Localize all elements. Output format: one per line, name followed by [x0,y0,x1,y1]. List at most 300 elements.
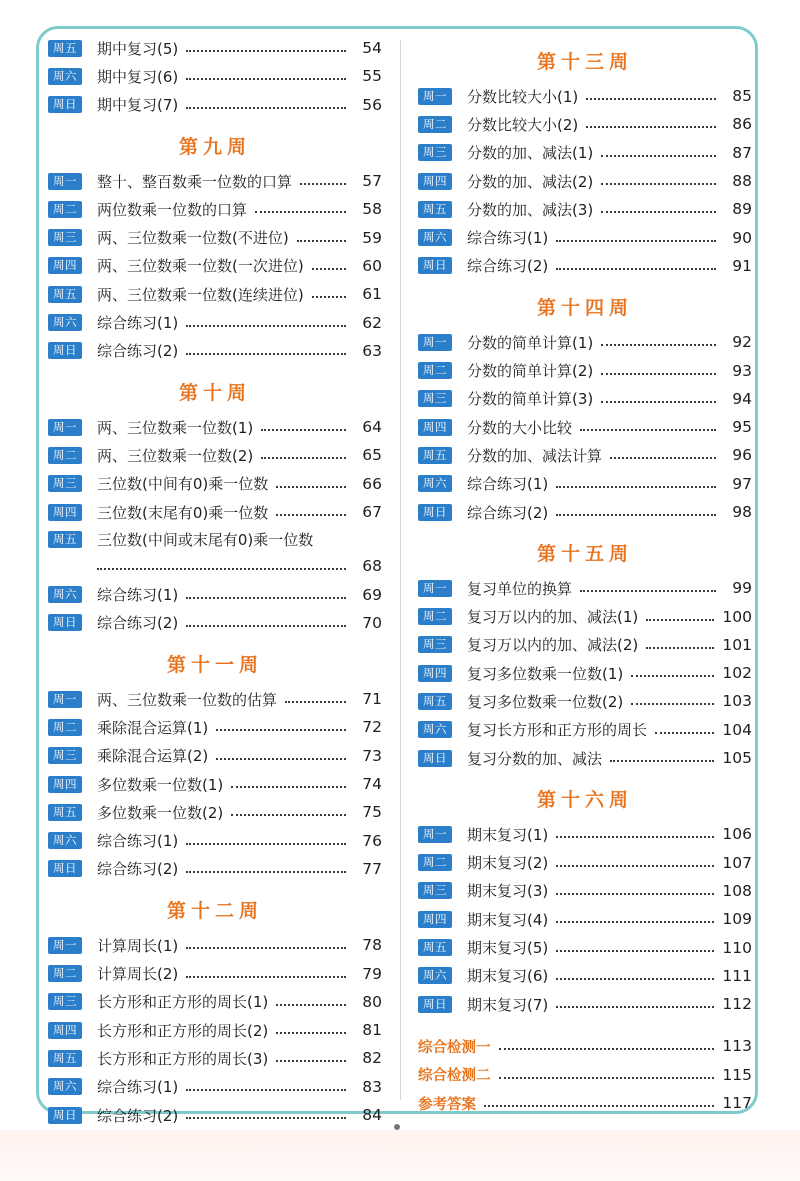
entry-title: 三位数(中间或末尾有0)乘一位数 [97,530,314,549]
dot-leader [601,401,716,403]
day-badge: 周六 [418,967,452,984]
toc-special-entry[interactable] [418,1032,752,1060]
page-number: 89 [732,200,752,219]
dot-leader [231,786,346,788]
page-number: 85 [732,87,752,106]
day-badge: 周六 [418,721,452,738]
toc-entry[interactable] [418,385,752,413]
page-number: 117 [722,1094,752,1113]
toc-entry[interactable] [418,877,752,905]
day-badge: 周四 [48,257,82,274]
entry-title: 分数的简单计算(2) [467,362,594,381]
entry-title: 综合练习(1) [97,1078,179,1097]
entry-title: 期末复习(3) [467,882,549,901]
toc-entry[interactable] [418,687,752,715]
page-number: 59 [362,228,382,247]
dot-leader [186,353,346,355]
day-badge: 周四 [418,419,452,436]
toc-entry[interactable] [48,34,382,62]
entry-title: 计算周长(2) [97,965,179,984]
page-number: 95 [732,418,752,437]
toc-entry[interactable] [418,167,752,195]
day-badge: 周五 [48,531,82,548]
dot-leader [646,647,714,649]
dot-leader [276,1004,346,1006]
day-badge: 周三 [418,636,452,653]
dot-leader [610,457,716,459]
toc-entry[interactable] [48,280,382,308]
toc-entry[interactable] [48,62,382,90]
page-number: 112 [722,995,752,1014]
day-badge: 周日 [48,1107,82,1124]
day-badge: 周日 [48,342,82,359]
toc-entry[interactable] [48,1044,382,1072]
page-number: 64 [362,418,382,437]
toc-entry[interactable] [48,1073,382,1101]
dot-leader [556,921,714,923]
day-badge: 周日 [48,614,82,631]
dot-leader [276,1032,346,1034]
page-number: 110 [722,938,752,957]
entry-title: 两、三位数乘一位数的估算 [97,690,278,709]
page-number: 72 [362,718,382,737]
page-number: 108 [722,881,752,900]
dot-leader [216,729,346,731]
page-number: 103 [722,692,752,711]
toc-entry[interactable] [48,959,382,987]
entry-title: 两、三位数乘一位数(2) [97,446,254,465]
day-badge: 周五 [48,286,82,303]
dot-leader [97,568,346,570]
dot-leader [186,78,346,80]
dot-leader [300,183,346,185]
entry-title: 综合练习(2) [97,342,179,361]
toc-left-column [48,34,382,1129]
day-badge: 周一 [48,173,82,190]
toc-entry[interactable] [48,855,382,883]
toc-entry[interactable] [48,252,382,280]
toc-entry[interactable] [418,820,752,848]
page-number: 70 [362,613,382,632]
toc-entry[interactable] [48,798,382,826]
week-heading: 第十一周 [166,654,263,677]
page-number: 60 [362,256,382,275]
page-number: 58 [362,200,382,219]
entry-title: 期末复习(5) [467,939,549,958]
toc-entry[interactable] [48,580,382,608]
toc-entry[interactable] [48,1101,382,1129]
page-number: 100 [722,607,752,626]
toc-entry[interactable] [48,742,382,770]
day-badge: 周日 [418,504,452,521]
page-number: 65 [362,446,382,465]
day-badge: 周一 [418,580,452,597]
dot-leader [556,836,714,838]
page-number: 76 [362,831,382,850]
entry-title: 综合练习(1) [97,832,179,851]
dot-leader [655,732,714,734]
toc-entry[interactable] [48,498,382,526]
dot-leader [631,675,714,677]
week-heading: 第十三周 [536,51,633,73]
entry-title: 分数的加、减法计算 [467,446,603,465]
page-number: 107 [722,853,752,872]
day-badge: 周日 [418,750,452,767]
entry-title: 综合练习(1) [467,475,549,494]
entry-title: 分数比较大小(2) [467,115,579,134]
page-number: 66 [362,474,382,493]
day-badge: 周五 [48,40,82,57]
dot-leader [186,1089,346,1091]
page-number: 75 [362,803,382,822]
entry-title: 期末复习(7) [467,995,549,1014]
entry-title: 长方形和正方形的周长(1) [97,993,269,1012]
page-number: 79 [362,964,382,983]
entry-title: 复习单位的换算 [467,579,573,598]
page-number: 90 [732,228,752,247]
toc-entry[interactable] [48,713,382,741]
page-number: 73 [362,746,382,765]
page-number: 111 [722,966,752,985]
entry-title: 三位数(中间有0)乘一位数 [97,475,269,494]
day-badge: 周六 [48,314,82,331]
page-number: 61 [362,285,382,304]
page-number: 113 [722,1037,752,1056]
section-gap [418,1018,752,1032]
entry-title: 乘除混合运算(1) [97,718,209,737]
toc-entry[interactable] [418,659,752,687]
week-heading: 第十周 [178,381,251,404]
page-number: 69 [362,585,382,604]
page-number: 97 [732,474,752,493]
day-badge: 周五 [48,1050,82,1067]
dot-leader [186,976,346,978]
entry-title: 复习万以内的加、减法(2) [467,636,639,655]
day-badge: 周六 [48,586,82,603]
entry-title: 分数的简单计算(3) [467,390,594,409]
entry-title: 综合练习(1) [467,229,549,248]
toc-right-column [418,34,752,1117]
dot-leader [186,843,346,845]
dot-leader [601,155,716,157]
toc-entry-wrapped[interactable] [48,526,382,580]
entry-title: 综合练习(2) [97,860,179,879]
day-badge: 周一 [418,334,452,351]
day-badge: 周三 [48,475,82,492]
toc-entry[interactable] [418,962,752,990]
day-badge: 周一 [418,826,452,843]
dot-leader [297,240,346,242]
page-number: 109 [722,910,752,929]
page-number: 84 [362,1106,382,1125]
day-badge: 周一 [48,419,82,436]
page-number: 68 [362,557,382,576]
toc-entry[interactable] [418,441,752,469]
entry-title: 期中复习(5) [97,39,179,58]
day-badge: 周一 [48,937,82,954]
entry-title: 复习长方形和正方形的周长 [467,721,648,740]
dot-leader [556,978,714,980]
dot-leader [601,344,716,346]
toc-entry[interactable] [48,91,382,119]
day-badge: 周六 [48,832,82,849]
toc-entry[interactable] [48,470,382,498]
dot-leader [601,211,716,213]
entry-title: 综合练习(2) [97,1106,179,1125]
entry-title: 综合练习(2) [467,503,549,522]
week-heading: 第九周 [178,135,251,158]
dot-leader [261,429,346,431]
page-number-mark [394,1124,400,1130]
day-badge: 周二 [48,447,82,464]
entry-title: 多位数乘一位数(1) [97,775,224,794]
entry-title: 综合练习(2) [467,257,549,276]
day-badge: 周六 [48,1078,82,1095]
toc-entry[interactable] [48,931,382,959]
entry-title: 期中复习(7) [97,96,179,115]
dot-leader [276,1060,346,1062]
toc-entry[interactable] [48,441,382,469]
toc-entry[interactable] [48,988,382,1016]
dot-leader [186,597,346,599]
page-number: 80 [362,992,382,1011]
dot-leader [186,947,346,949]
entry-title: 两、三位数乘一位数(不进位) [97,229,289,248]
dot-leader [646,619,714,621]
day-badge: 周六 [418,475,452,492]
toc-entry[interactable] [418,602,752,630]
toc-entry[interactable] [48,770,382,798]
page-number: 99 [732,579,752,598]
entry-title: 综合练习(1) [97,314,179,333]
dot-leader [186,625,346,627]
toc-entry[interactable] [418,716,752,744]
page-number: 94 [732,389,752,408]
toc-entry[interactable] [418,498,752,526]
dot-leader [631,703,714,705]
dot-leader [484,1105,714,1107]
dot-leader [580,429,716,431]
dot-leader [556,268,716,270]
toc-entry[interactable] [418,356,752,384]
entry-title: 两位数乘一位数的口算 [97,200,248,219]
entry-title: 多位数乘一位数(2) [97,803,224,822]
week-heading: 第十六周 [536,789,633,812]
dot-leader [186,1117,346,1119]
day-badge: 周三 [418,882,452,899]
entry-title: 期末复习(1) [467,825,549,844]
dot-leader [556,1006,714,1008]
day-badge: 周二 [418,116,452,133]
toc-entry[interactable] [48,223,382,251]
day-badge: 周三 [418,390,452,407]
day-badge: 周日 [48,96,82,113]
page-number: 55 [362,67,382,86]
toc-entry[interactable] [418,905,752,933]
dot-leader [186,50,346,52]
page-number: 87 [732,143,752,162]
page-number: 57 [362,172,382,191]
page-number: 106 [722,825,752,844]
day-badge: 周二 [48,965,82,982]
entry-second-line [48,552,382,580]
toc-special-entry[interactable] [418,1089,752,1117]
dot-leader [601,373,716,375]
entry-title: 复习多位数乘一位数(2) [467,692,624,711]
day-badge: 周四 [48,504,82,521]
day-badge: 周六 [418,229,452,246]
dot-leader [580,590,716,592]
day-badge: 周二 [418,362,452,379]
toc-entry[interactable] [418,990,752,1018]
dot-leader [186,325,346,327]
page-number: 96 [732,446,752,465]
toc-entry[interactable] [48,827,382,855]
toc-entry[interactable] [48,609,382,637]
week-heading: 第十二周 [166,900,263,923]
toc-entry[interactable] [418,195,752,223]
day-badge: 周五 [418,201,452,218]
day-badge: 周四 [418,911,452,928]
page-number: 74 [362,775,382,794]
dot-leader [499,1048,715,1050]
toc-entry[interactable] [418,223,752,251]
entry-title: 两、三位数乘一位数(1) [97,418,254,437]
day-badge: 周四 [48,1022,82,1039]
dot-leader [186,107,346,109]
page-number: 63 [362,341,382,360]
page-number: 67 [362,503,382,521]
day-badge: 周日 [418,257,452,274]
page-number: 54 [362,39,382,58]
entry-title: 整十、整百数乘一位数的口算 [97,172,293,191]
page-number: 83 [362,1077,382,1096]
entry-first-line [48,526,382,552]
dot-leader [556,893,714,895]
day-badge: 周三 [48,229,82,246]
page-number: 56 [362,95,382,114]
toc-entry[interactable] [48,413,382,441]
toc-entry[interactable] [48,1016,382,1044]
day-badge: 周一 [418,88,452,105]
toc-special-entry[interactable] [418,1061,752,1089]
dot-leader [312,296,346,298]
dot-leader [216,758,346,760]
day-badge: 周五 [418,693,452,710]
page-number: 81 [362,1021,382,1040]
page-number: 93 [732,361,752,380]
entry-title: 期末复习(4) [467,910,549,929]
toc-entry[interactable] [418,933,752,961]
toc-entry[interactable] [418,631,752,659]
toc-entry[interactable] [48,685,382,713]
entry-title: 两、三位数乘一位数(连续进位) [97,285,304,304]
toc-entry[interactable] [418,413,752,441]
day-badge: 周二 [418,608,452,625]
entry-title: 复习万以内的加、减法(1) [467,608,639,627]
day-badge: 周五 [418,447,452,464]
toc-entry[interactable] [48,308,382,336]
entry-title: 分数的加、减法(2) [467,172,594,191]
dot-leader [231,814,346,816]
day-badge: 周二 [48,201,82,218]
dot-leader [255,211,346,213]
day-badge: 周日 [418,996,452,1013]
page-number: 78 [362,936,382,955]
toc-entry[interactable] [48,167,382,195]
toc-entry[interactable] [418,574,752,602]
day-badge: 周三 [48,747,82,764]
page-number: 102 [722,664,752,683]
entry-title: 综合检测二 [418,1068,491,1085]
entry-title: 分数的加、减法(3) [467,200,594,219]
toc-entry[interactable] [418,252,752,280]
dot-leader [312,268,346,270]
toc-entry[interactable] [418,139,752,167]
toc-entry[interactable] [418,82,752,110]
dot-leader [556,950,714,952]
day-badge: 周五 [418,939,452,956]
entry-title: 乘除混合运算(2) [97,747,209,766]
toc-entry[interactable] [418,328,752,356]
dot-leader [610,760,714,762]
entry-title: 综合检测一 [418,1039,491,1056]
day-badge: 周四 [418,173,452,190]
page-number: 98 [732,503,752,521]
column-divider [400,40,401,1100]
page-footer-band [0,1130,800,1181]
toc-entry[interactable] [48,337,382,365]
day-badge: 周五 [48,804,82,821]
day-badge: 周四 [418,665,452,682]
page-number: 82 [362,1049,382,1068]
dot-leader [276,514,346,516]
page-number: 92 [732,333,752,352]
dot-leader [556,486,716,488]
entry-title: 复习多位数乘一位数(1) [467,664,624,683]
entry-title: 复习分数的加、减法 [467,749,603,768]
page-number: 101 [722,635,752,654]
dot-leader [261,457,346,459]
page-number: 77 [362,859,382,878]
toc-entry[interactable] [48,195,382,223]
week-heading: 第十四周 [536,297,633,320]
day-badge: 周四 [48,776,82,793]
entry-title: 分数比较大小(1) [467,87,579,106]
toc-entry[interactable] [418,110,752,138]
dot-leader [601,183,716,185]
page-number: 71 [362,690,382,709]
entry-title: 三位数(末尾有0)乘一位数 [97,503,269,522]
entry-title: 期末复习(2) [467,854,549,873]
page-number: 62 [362,313,382,332]
week-heading: 第十五周 [536,543,633,566]
entry-title: 长方形和正方形的周长(3) [97,1049,269,1068]
entry-title: 计算周长(1) [97,936,179,955]
toc-entry[interactable] [418,849,752,877]
page-number: 88 [732,172,752,191]
toc-entry[interactable] [418,744,752,772]
day-badge: 周二 [418,854,452,871]
dot-leader [499,1077,715,1079]
dot-leader [586,98,716,100]
toc-entry[interactable] [418,470,752,498]
day-badge: 周日 [48,860,82,877]
day-badge: 周三 [418,144,452,161]
dot-leader [276,486,346,488]
entry-title: 分数的加、减法(1) [467,144,594,163]
entry-title: 分数的大小比较 [467,418,573,437]
